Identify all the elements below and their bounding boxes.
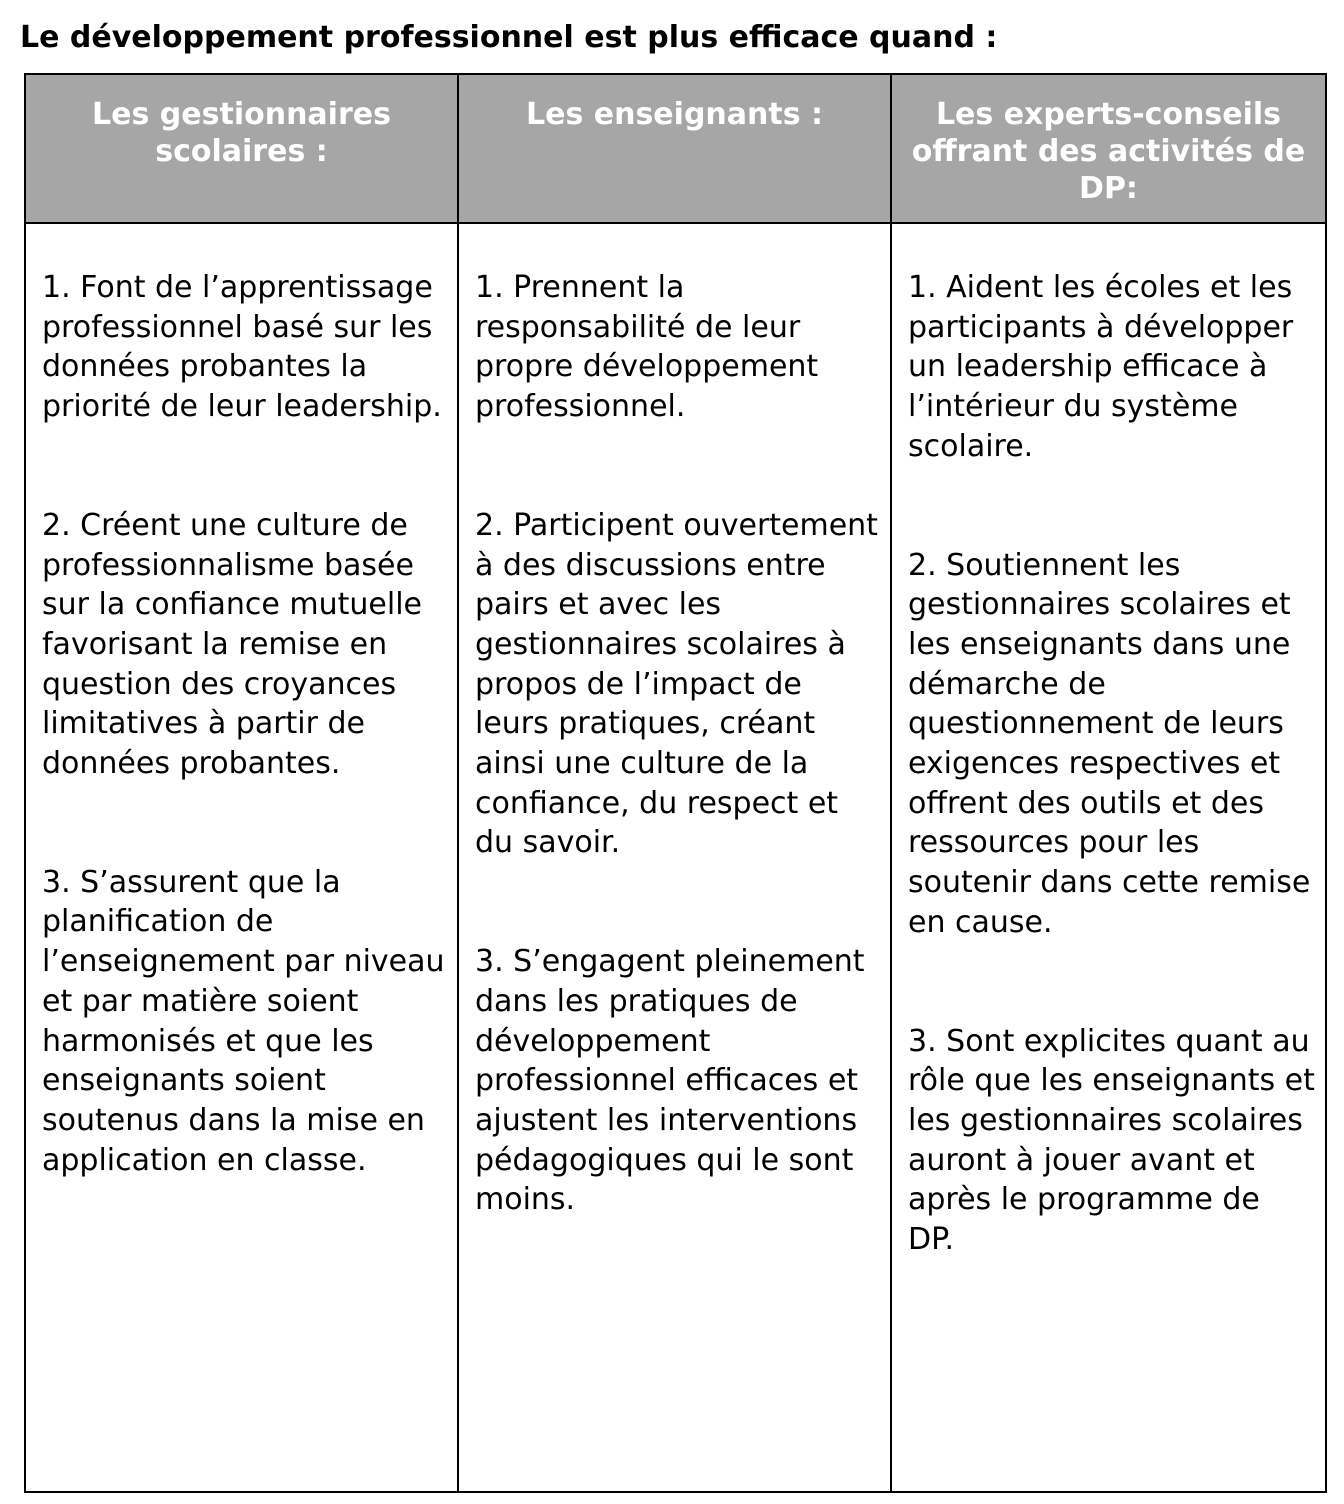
- list-item: 1. Aident les écoles et les participants à développer un leadership efficace à l’intérieur du système scolaire.: [908, 270, 1294, 464]
- header-enseignants: Les enseignants :: [458, 74, 891, 223]
- list-item: 1. Prennent la responsabilité de leur propre développement professionnel.: [475, 270, 819, 425]
- column-gestionnaires: [25, 223, 458, 1492]
- header-gestionnaires: Les gestionnaires scolaires :: [25, 74, 458, 223]
- list-item: 3. Sont explicites quant au rôle que les enseignants et les gestionnaires scolaires auront à jouer avant et après le programme de DP.: [908, 1023, 1315, 1258]
- roles-table: [24, 73, 1327, 1493]
- list-item: 2. Participent ouvertement à des discussions entre pairs et avec les gestionnaires scolaires à propos de l’impact de leurs pratiques, créant ainsi une culture de la confiance, du respect et du savoir.: [475, 507, 878, 861]
- table-row: [25, 223, 1326, 1492]
- list-item: 2. Soutiennent les gestionnaires scolaires et les enseignants dans une démarche de questionnement de leurs exigences respectives et offrent des outils et des ressources pour les soutenir dans cette remise en cause.: [908, 547, 1311, 940]
- header-experts-conseils: Les experts-conseils offrant des activités de DP:: [891, 74, 1326, 223]
- list-item: 2. Créent une culture de professionnalisme basée sur la confiance mutuelle favorisant la remise en question des croyances limitatives à partir de données probantes.: [42, 507, 423, 782]
- column-experts-conseils: [891, 223, 1326, 1492]
- list-item: 3. S’assurent que la planification de l’enseignement par niveau et par matière soient harmonisés et que les enseignants soient soutenus dans la mise en application en classe.: [42, 864, 445, 1178]
- list-item: 1. Font de l’apprentissage professionnel basé sur les données probantes la priorité de leur leadership.: [42, 270, 442, 425]
- list-item: 3. S’engagent pleinement dans les pratiques de développement professionnel efficaces et ajustent les interventions pédagogiques qui le sont moins.: [475, 944, 865, 1218]
- table-header-row: [25, 74, 1326, 223]
- column-enseignants: [458, 223, 891, 1492]
- page-title: Le développement professionnel est plus efficace quand :: [20, 20, 998, 55]
